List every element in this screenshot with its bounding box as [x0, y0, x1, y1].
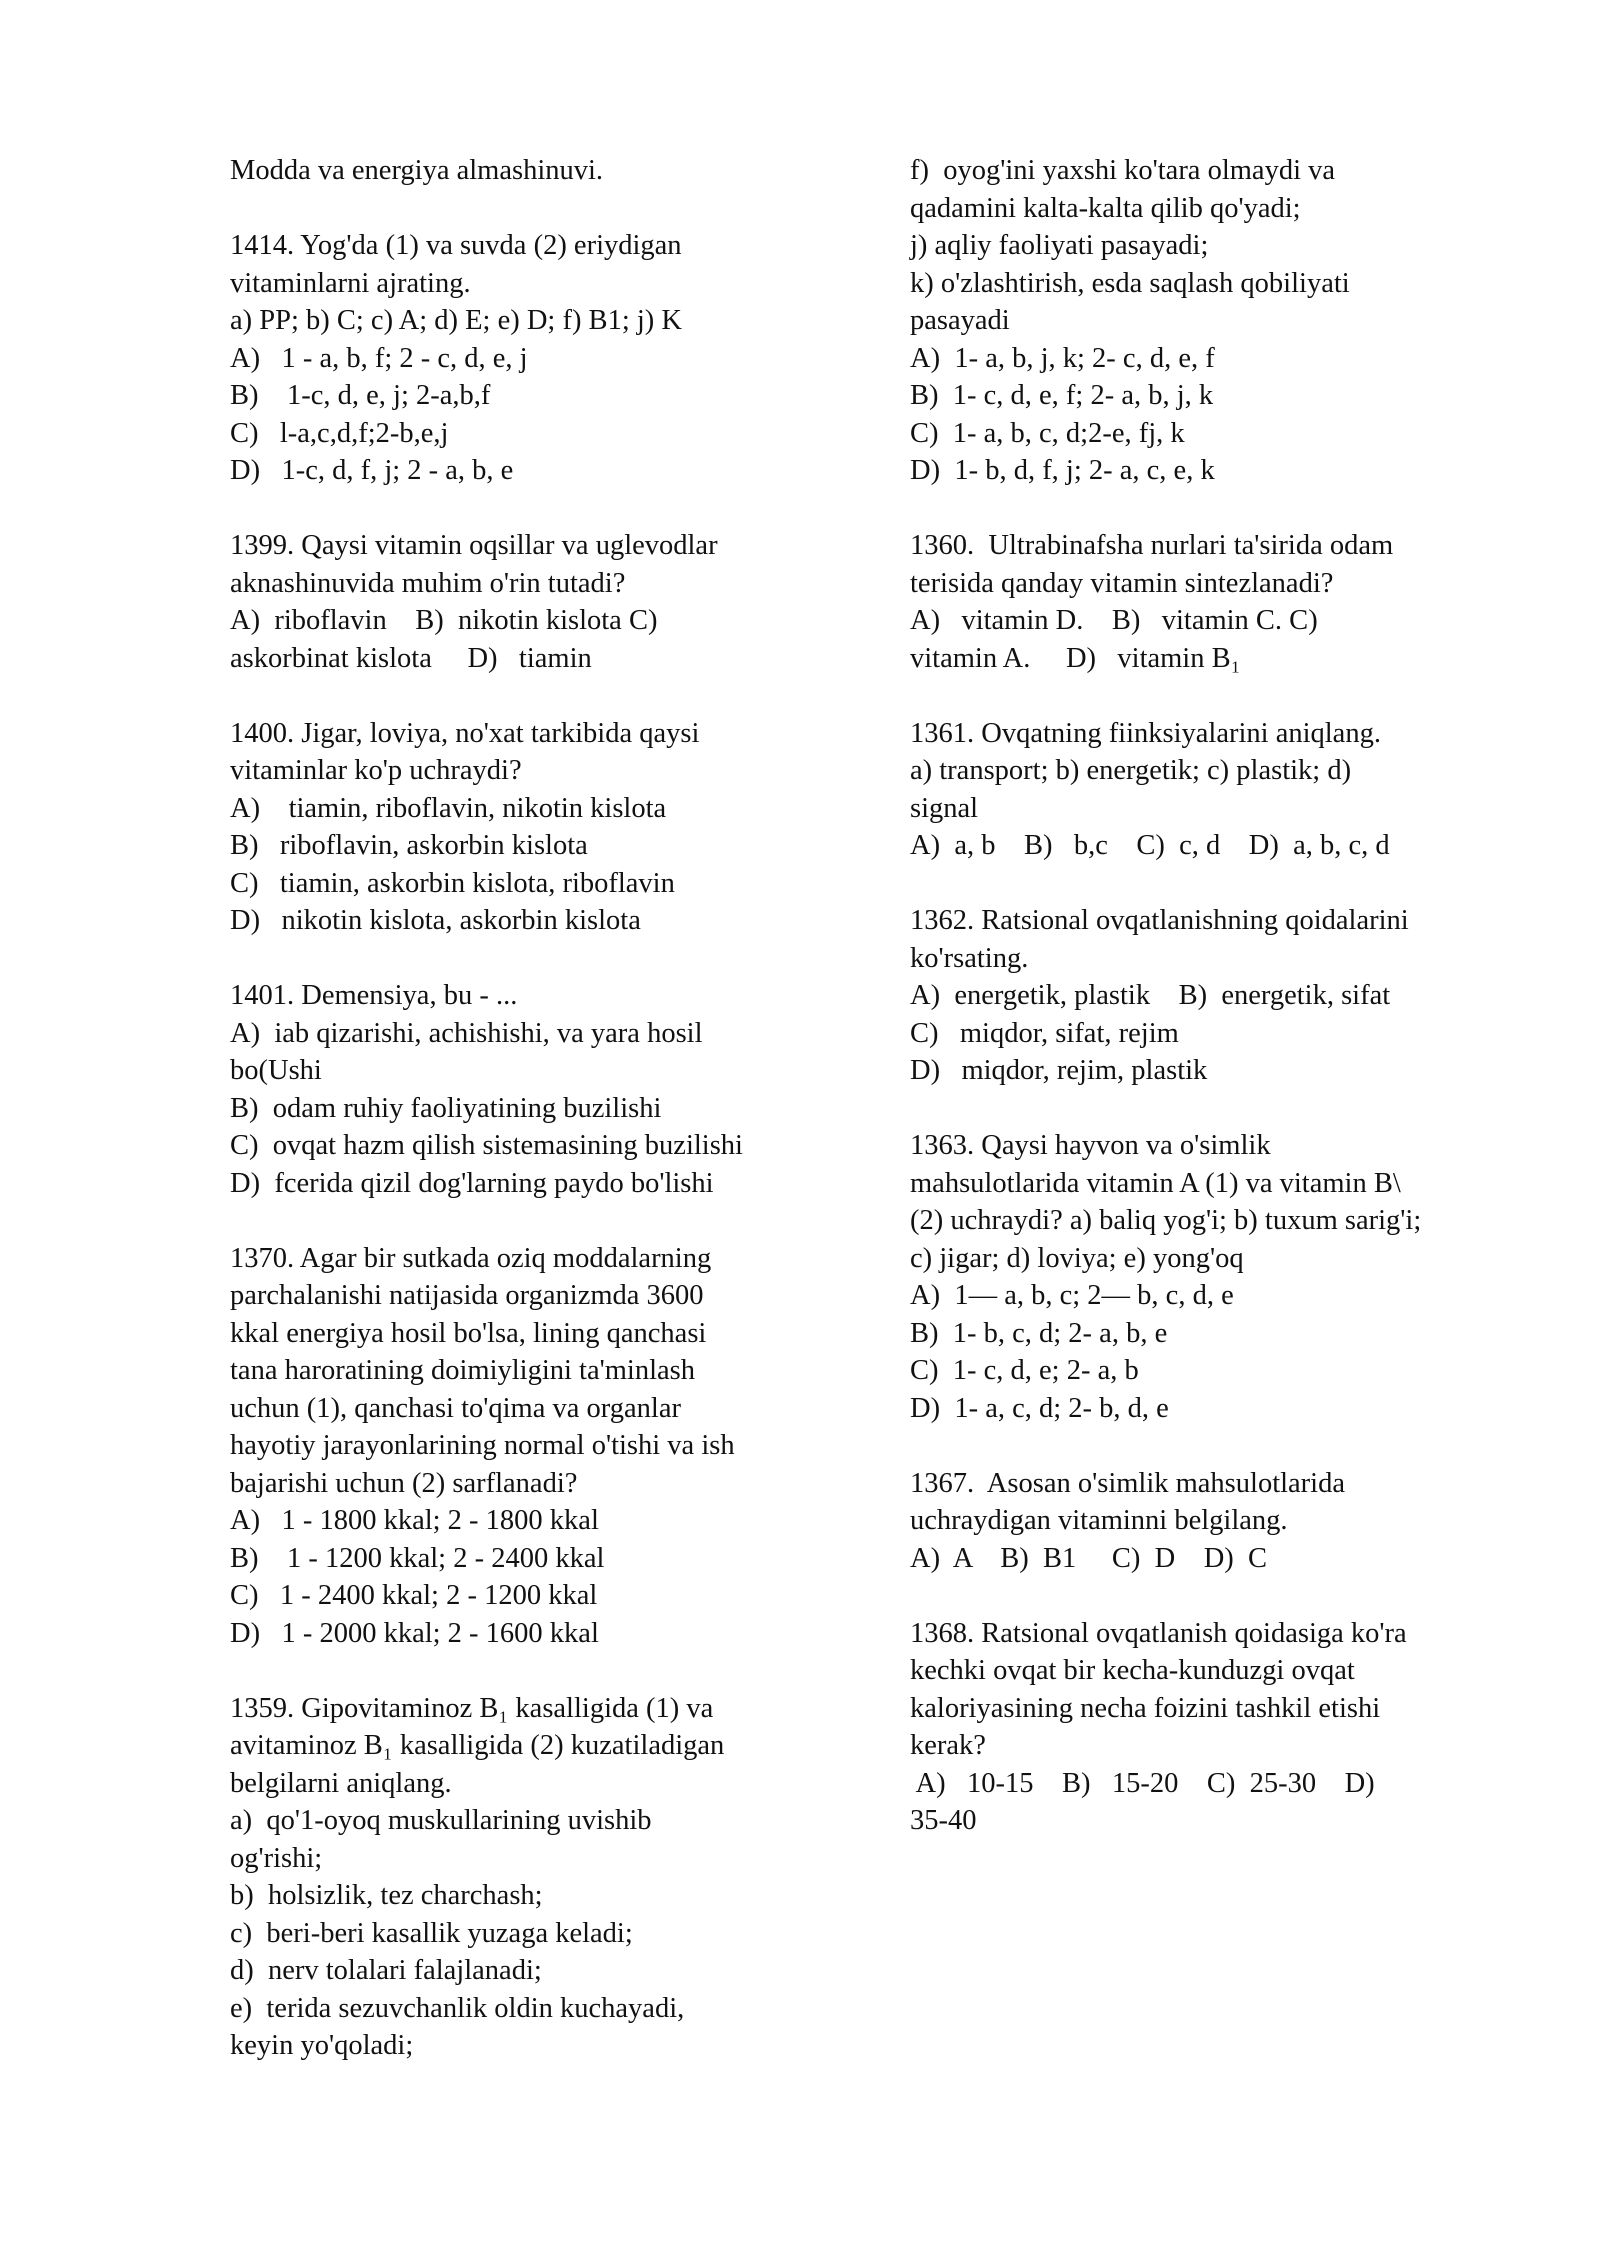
text-line: kkal energiya hosil bo'lsa, lining qanchasi	[230, 1317, 707, 1349]
text-line: avitaminoz B₁ kasalligida (2) kuzatiladigan	[230, 1730, 725, 1761]
question-block	[230, 1240, 840, 1653]
text-line: A) A B) B1 C) D D) C	[910, 1542, 1268, 1574]
question-block	[230, 527, 840, 677]
text-line: mahsulotlarida vitamin A (1) va vitamin B\	[910, 1167, 1401, 1199]
text-line: j) aqliy faoliyati pasayadi;	[910, 230, 1209, 261]
text-line: C) 1- c, d, e; 2- a, b	[910, 1355, 1139, 1386]
text-line: A) tiamin, riboflavin, nikotin kislota	[230, 792, 667, 824]
text-line: hayotiy jarayonlarining normal o'tishi va ish	[230, 1430, 735, 1461]
text-line: B) riboflavin, askorbin kislota	[230, 830, 588, 861]
text-line: vitamin A. D) vitamin B₁	[910, 642, 1241, 674]
text-line: A) 1- a, b, j, k; 2- c, d, e, f	[910, 342, 1215, 374]
text-line: uchun (1), qanchasi to'qima va organlar	[230, 1392, 681, 1424]
text-line: A) 1 - 1800 kkal; 2 - 1800 kkal	[230, 1505, 599, 1536]
text-line: B) 1- b, c, d; 2- a, b, e	[910, 1317, 1168, 1349]
question-text: 1361. Ovqatning fiinksiyalarini aniqlang.	[910, 717, 1381, 749]
text-line: askorbinat kislota D) tiamin	[230, 642, 592, 674]
text-line: C) tiamin, askorbin kislota, riboflavin	[230, 867, 675, 899]
text-line: C) 1- a, b, c, d;2-e, fj, k	[910, 417, 1185, 449]
question-block	[910, 1615, 1510, 1840]
text-line: tana haroratining doimiyligini ta'minlash	[230, 1355, 696, 1386]
text-line: pasayadi	[910, 305, 1010, 336]
text-line: 35-40	[910, 1805, 977, 1836]
question-block	[910, 1465, 1510, 1578]
question-text: 1360. Ultrabinafsha nurlari ta'sirida odam	[910, 530, 1394, 561]
text-line: keyin yo'qoladi;	[230, 2030, 414, 2061]
text-line: k) o'zlashtirish, esda saqlash qobiliyati	[910, 267, 1350, 299]
question-text: 1359. Gipovitaminoz B₁ kasalligida (1) va	[230, 1692, 714, 1724]
text-line: A) a, b B) b,c C) c, d D) a, b, c, d	[910, 830, 1390, 861]
text-line: bajarishi uchun (2) sarflanadi?	[230, 1467, 578, 1499]
question-block	[910, 1127, 1510, 1427]
left-column	[230, 152, 840, 2102]
question-text: 1401. Demensiya, bu - ...	[230, 980, 518, 1011]
question-text: Modda va energiya almashinuvi.	[230, 155, 604, 186]
question-text: 1362. Ratsional ovqatlanishning qoidalarini	[910, 905, 1409, 936]
text-line: og'rishi;	[230, 1842, 323, 1874]
text-line: D) fcerida qizil dog'larning paydo bo'lishi	[230, 1167, 714, 1199]
text-line: C) 1 - 2400 kkal; 2 - 1200 kkal	[230, 1580, 598, 1611]
question-text: f) oyog'ini yaxshi ko'tara olmaydi va	[910, 155, 1336, 186]
text-line: A) 1 - a, b, f; 2 - c, d, e, j	[230, 342, 528, 374]
text-line: A) riboflavin B) nikotin kislota C)	[230, 605, 658, 636]
text-line: parchalanishi natijasida organizmda 3600	[230, 1280, 704, 1311]
text-line: e) terida sezuvchanlik oldin kuchayadi,	[230, 1992, 685, 2024]
text-line: vitaminlar ko'p uchraydi?	[230, 755, 522, 786]
text-line: C) ovqat hazm qilish sistemasining buzilishi	[230, 1130, 743, 1161]
text-line: aknashinuvida muhim o'rin tutadi?	[230, 567, 626, 599]
text-line: ko'rsating.	[910, 942, 1029, 974]
text-line: signal	[910, 792, 979, 824]
text-line: B) 1- c, d, e, f; 2- a, b, j, k	[910, 380, 1214, 411]
question-text: 1400. Jigar, loviya, no'xat tarkibida qaysi	[230, 717, 700, 749]
text-line: D) nikotin kislota, askorbin kislota	[230, 905, 641, 936]
text-line: kerak?	[910, 1730, 986, 1761]
text-line: kechki ovqat bir kecha-kunduzgi ovqat	[910, 1655, 1355, 1686]
text-line: uchraydigan vitaminni belgilang.	[910, 1505, 1288, 1536]
right-column	[910, 152, 1510, 1877]
text-line: C) miqdor, sifat, rejim	[910, 1017, 1179, 1049]
text-line: A) 10-15 B) 15-20 C) 25-30 D)	[910, 1767, 1375, 1799]
text-line: (2) uchraydi? a) baliq yog'i; b) tuxum sarig'i;	[910, 1205, 1422, 1236]
question-text: 1414. Yog'da (1) va suvda (2) eriydigan	[230, 230, 682, 261]
question-block	[230, 977, 840, 1202]
text-line: C) l-a,c,d,f;2-b,e,j	[230, 417, 449, 449]
question-block	[910, 152, 1510, 490]
text-line: d) nerv tolalari falajlanadi;	[230, 1955, 542, 1986]
question-text: 1399. Qaysi vitamin oqsillar va uglevodlar	[230, 530, 718, 561]
text-line: A) iab qizarishi, achishishi, va yara hosil	[230, 1017, 703, 1049]
text-line: vitaminlarni ajrating.	[230, 267, 471, 299]
question-block	[230, 715, 840, 940]
question-text: 1370. Agar bir sutkada oziq moddalarning	[230, 1242, 712, 1274]
text-line: B) 1 - 1200 kkal; 2 - 2400 kkal	[230, 1542, 605, 1574]
text-line: c) jigar; d) loviya; e) yong'oq	[910, 1242, 1244, 1274]
question-text: 1363. Qaysi hayvon va o'simlik	[910, 1130, 1271, 1161]
text-line: c) beri-beri kasallik yuzaga keladi;	[230, 1917, 633, 1949]
text-line: D) 1- b, d, f, j; 2- a, c, e, k	[910, 455, 1215, 486]
question-block	[910, 902, 1510, 1090]
text-line: a) qo'1-oyoq muskullarining uvishib	[230, 1805, 652, 1836]
text-line: D) 1- a, c, d; 2- b, d, e	[910, 1392, 1169, 1424]
question-text: 1368. Ratsional ovqatlanish qoidasiga ko'ra	[910, 1617, 1407, 1649]
question-block	[230, 227, 840, 490]
text-line: B) odam ruhiy faoliyatining buzilishi	[230, 1092, 662, 1124]
question-block	[910, 715, 1510, 865]
text-line: B) 1-c, d, e, j; 2-a,b,f	[230, 380, 491, 411]
text-line: a) transport; b) energetik; c) plastik; d)	[910, 755, 1352, 786]
text-line: terisida qanday vitamin sintezlanadi?	[910, 567, 1334, 599]
text-line: bo(Ushi	[230, 1055, 322, 1086]
text-line: belgilarni aniqlang.	[230, 1767, 452, 1799]
question-block	[230, 1690, 840, 2065]
text-line: kaloriyasining necha foizini tashkil etishi	[910, 1692, 1381, 1724]
text-line: qadamini kalta-kalta qilib qo'yadi;	[910, 192, 1301, 224]
text-line: A) 1— a, b, c; 2— b, c, d, e	[910, 1280, 1234, 1311]
text-line: a) PP; b) C; c) A; d) E; e) D; f) B1; j) K	[230, 305, 682, 336]
text-line: D) 1-c, d, f, j; 2 - a, b, e	[230, 455, 514, 486]
question-block	[910, 527, 1510, 677]
text-line: D) 1 - 2000 kkal; 2 - 1600 kkal	[230, 1617, 599, 1649]
text-line: D) miqdor, rejim, plastik	[910, 1055, 1208, 1086]
page-heading-block	[230, 152, 840, 190]
question-text: 1367. Asosan o'simlik mahsulotlarida	[910, 1467, 1345, 1499]
text-line: A) energetik, plastik B) energetik, sifat	[910, 980, 1391, 1011]
text-line: b) holsizlik, tez charchash;	[230, 1880, 543, 1911]
text-line: A) vitamin D. B) vitamin C. C)	[910, 605, 1318, 636]
